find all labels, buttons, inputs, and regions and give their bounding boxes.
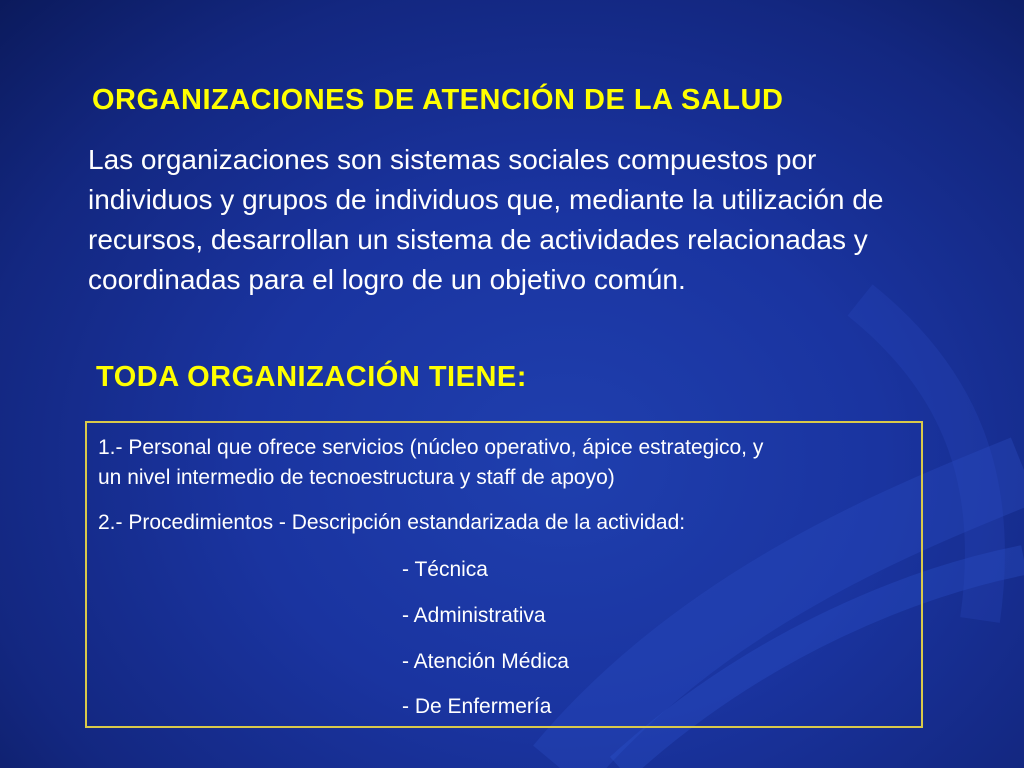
item-1-line-2: un nivel intermedio de tecnoestructura y staff de apoyo)	[98, 466, 615, 489]
subitem-tecnica: - Técnica	[402, 558, 488, 581]
section-subtitle: TODA ORGANIZACIÓN TIENE:	[96, 361, 527, 393]
intro-paragraph: Las organizaciones son sistemas sociales compuestos por individuos y grupos de individuos que, mediante la utilización de recursos, desarrollan un sistema de actividades relacionadas y coordinadas para el logro de un objetivo común.	[88, 144, 884, 295]
subitem-enfermeria: - De Enfermería	[402, 695, 552, 718]
item-1-line-1: 1.- Personal que ofrece servicios (núcleo operativo, ápice estrategico, y	[98, 436, 764, 459]
subitem-administrativa: - Administrativa	[402, 604, 546, 627]
subitem-atencion-medica: - Atención Médica	[402, 650, 569, 673]
content-box	[85, 421, 923, 728]
item-2: 2.- Procedimientos - Descripción estandarizada de la actividad:	[98, 511, 686, 534]
slide-title: ORGANIZACIONES DE ATENCIÓN DE LA SALUD	[92, 84, 784, 116]
